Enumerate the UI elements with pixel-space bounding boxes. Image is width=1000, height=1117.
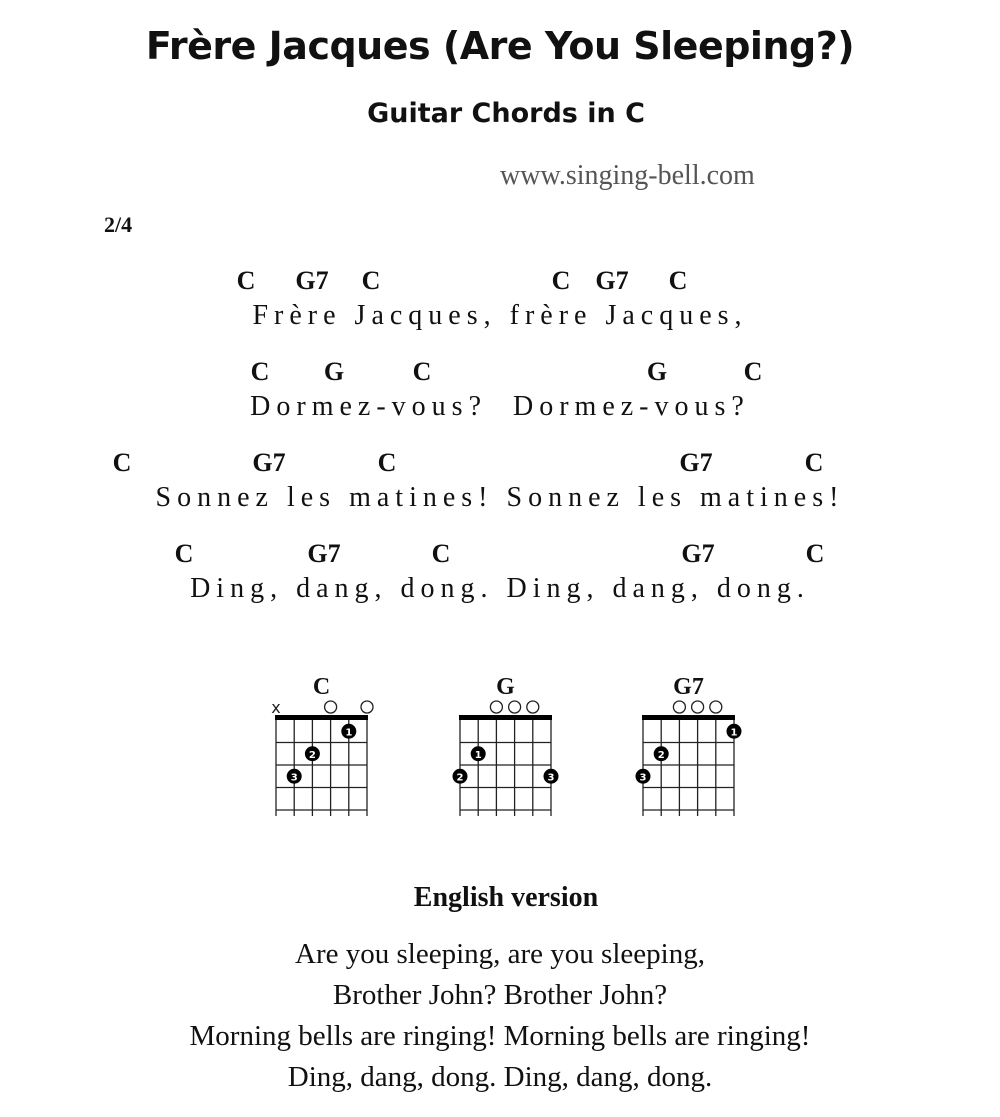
open-string-marker <box>527 701 539 713</box>
english-lyric-line: Brother John? Brother John? <box>332 979 668 1011</box>
chord-label: G7 <box>679 448 713 477</box>
chord-diagram-g <box>446 670 566 820</box>
lyric-line: Ding, dang, dong. Ding, dang, dong. <box>190 573 810 604</box>
open-string-marker <box>490 701 502 713</box>
chord-label: C <box>804 448 824 477</box>
chord-label: G7 <box>307 539 341 568</box>
finger-number: 3 <box>547 772 555 784</box>
chord-label: C <box>805 539 825 568</box>
chord-label: C <box>743 357 763 386</box>
chord-diagram-name: G <box>496 674 515 700</box>
muted-string-marker: x <box>271 698 281 717</box>
finger-number: 1 <box>474 749 482 761</box>
chord-label: G <box>646 357 668 386</box>
chord-label: C <box>236 266 256 295</box>
lyric-line: Dormez-vous? Dormez-vous? <box>250 391 750 422</box>
song-subtitle: Guitar Chords in C <box>367 98 645 129</box>
open-string-marker <box>509 701 521 713</box>
finger-number: 1 <box>345 727 353 739</box>
finger-number: 3 <box>290 772 298 784</box>
song-title: Frère Jacques (Are You Sleeping?) <box>145 24 855 68</box>
english-lyric-line: Ding, dang, dong. Ding, dang, dong. <box>287 1061 713 1093</box>
chord-diagram-name: G7 <box>673 674 704 700</box>
chord-label: C <box>250 357 270 386</box>
lyric-line: Frère Jacques, frère Jacques, <box>252 300 748 331</box>
chord-label: C <box>668 266 688 295</box>
chord-label: C <box>112 448 132 477</box>
chord-label: G7 <box>252 448 286 477</box>
chord-label: G <box>323 357 345 386</box>
chord-label: C <box>174 539 194 568</box>
chord-diagram-c <box>262 670 382 820</box>
chord-label: C <box>551 266 571 295</box>
chord-label: G7 <box>595 266 629 295</box>
chord-label: C <box>431 539 451 568</box>
chord-label: C <box>377 448 397 477</box>
chord-diagram-name: C <box>312 674 331 700</box>
finger-number: 1 <box>730 727 738 739</box>
english-version-heading: English version <box>413 882 599 913</box>
open-string-marker <box>361 701 373 713</box>
website-link[interactable]: www.singing-bell.com <box>500 160 755 191</box>
nut-bar <box>642 715 735 720</box>
chord-diagram-g7 <box>629 670 749 820</box>
open-string-marker <box>692 701 704 713</box>
finger-number: 3 <box>639 772 647 784</box>
finger-number: 2 <box>308 749 316 761</box>
open-string-marker <box>710 701 722 713</box>
lyric-line: Sonnez les matines! Sonnez les matines! <box>155 482 845 513</box>
nut-bar <box>275 715 368 720</box>
nut-bar <box>459 715 552 720</box>
chord-label: C <box>412 357 432 386</box>
finger-number: 2 <box>657 749 665 761</box>
chord-label: C <box>361 266 381 295</box>
english-lyric-line: Morning bells are ringing! Morning bells are ringing! <box>189 1020 811 1052</box>
chord-label: G7 <box>681 539 715 568</box>
finger-number: 2 <box>456 772 464 784</box>
english-lyric-line: Are you sleeping, are you sleeping, <box>295 938 705 970</box>
time-signature: 2/4 <box>104 212 133 237</box>
chord-label: G7 <box>295 266 329 295</box>
open-string-marker <box>325 701 337 713</box>
open-string-marker <box>673 701 685 713</box>
